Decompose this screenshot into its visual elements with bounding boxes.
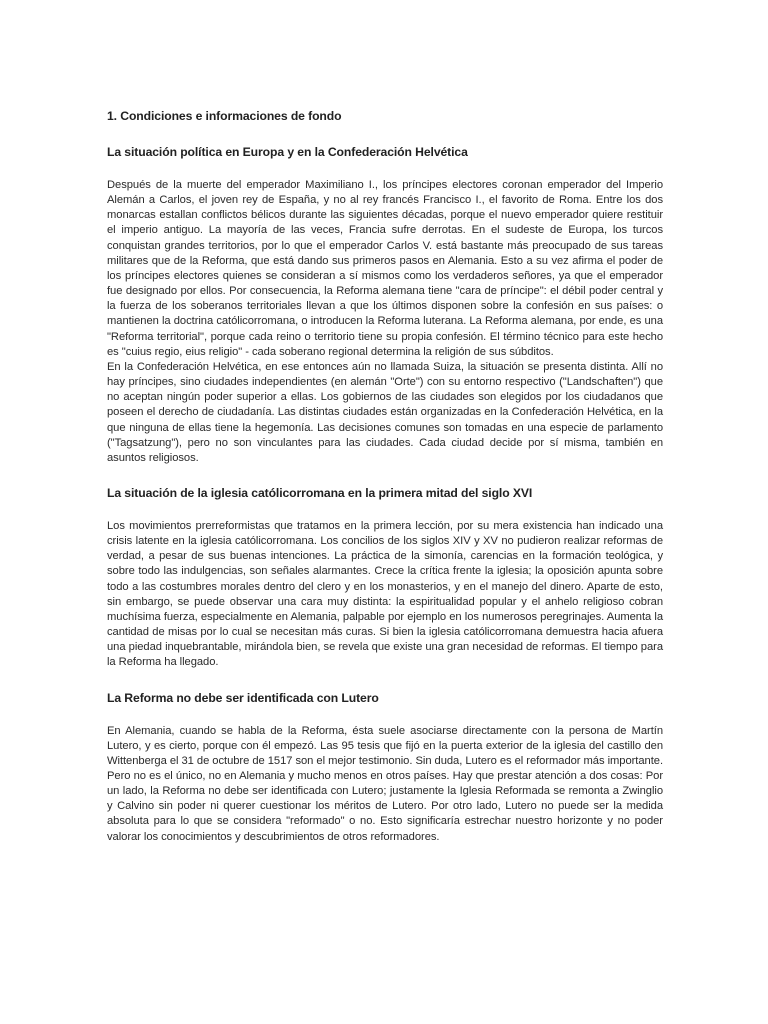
section-catholic-church — [107, 519, 663, 671]
heading-reform-luther: La Reforma no debe ser identificada con Lutero — [107, 690, 379, 705]
paragraph: En Alemania, cuando se habla de la Reforma, ésta suele asociarse directamente con la persona de Martín Lutero, y es cierto, porque con él empezó. Las 95 tesis que fijó en la puerta exterior de la iglesia del castillo den Wittenberga el 31 de octubre de 1517 son el mejor testimonio. Sin duda, Lutero es el reformador más importante. Pero no es el único, no en Alemania y mucho menos en otros países. Hay que prestar atención a dos cosas: Por un lado, la Reforma no debe ser identificada con Lutero; justamente la Iglesia Reformada se remonta a Zwinglio y Calvino sin poder ni querer cuestionar los méritos de Lutero. Por otro lado, Lutero no puede ser la medida absoluta para lo que se considera "reformado" o no. Esto significaría estrechar nuestro horizonte y no poder valorar los conocimientos y descubrimientos de otros reformadores. — [107, 724, 664, 843]
section-reform-luther — [107, 724, 663, 845]
heading-catholic-church: La situación de la iglesia católicorromana en la primera mitad del siglo XVI — [107, 485, 533, 500]
paragraph: Después de la muerte del emperador Maximiliano I., los príncipes electores coronan emperador del Imperio Alemán a Carlos, el joven rey de España, y no al rey francés Francisco I., el favorito de Roma. Entre los dos monarcas estallan conflictos bélicos durante las siguientes décadas, porque el nuevo emperador quiere restituir el imperio antiguo. La mayoría de las veces, Francia sufre derrotas. En el sudeste de Europa, los turcos conquistan grandes territorios, por lo que el emperador Carlos V. está bastante más preocupado de sus tareas militares que de la Reforma, que está dando sus primeros pasos en Alemania. Esto a su vez afirma el poder de los príncipes electores quienes se consideran a sí mismos como los verdaderos señores, ya que el emperador fue designado por ellos. Por consecuencia, la Reforma alemana tiene "cara de príncipe": el débil poder central y la fuerza de los soberanos territoriales llevan a que los últimos disponen sobre la confesión en sus países: o mantienen la doctrina católicorromana, o introducen la Reforma luterana. La Reforma alemana, por ende, es una "Reforma territorial", porque cada reino o territorio tiene su propia confesión. El término técnico para este hecho es "cuius regio, eius religio" - cada soberano regional determina la religión de sus súbditos. — [107, 179, 663, 358]
section-political-situation — [107, 178, 663, 466]
section-title: 1. Condiciones e informaciones de fondo — [107, 109, 342, 123]
paragraph: En la Confederación Helvética, en ese entonces aún no llamada Suiza, la situación se presenta distinta. Allí no hay príncipes, sino ciudades independientes (en alemán "Orte") con su entorno respectivo ("Landschaften") que no aceptan ningún poder superior a ellas. Los gobiernos de las ciudades son elegidos por los ciudadanos que poseen el derecho de ciudadanía. Las distintas ciudades están organizadas en la Confederación Helvética, en la que ninguna de ellas tiene la hegemonía. Las decisiones comunes son tomadas en una especie de parlamento ("Tagsatzung"), pero no son vinculantes para las ciudades. Cada ciudad decide por sí misma, también en asuntos religiosos. — [107, 360, 663, 464]
heading-political-situation: La situación política en Europa y en la Confederación Helvética — [107, 145, 468, 159]
document-body — [107, 108, 663, 845]
paragraph: Los movimientos prerreformistas que tratamos en la primera lección, por su mera existencia han indicado una crisis latente en la iglesia católicorromana. Los concilios de los siglos XIV y XV no pudieron realizar reformas de verdad, a pesar de sus buenas intenciones. La práctica de la simonía, carencias en la formación teológica, y sobre todo las indulgencias, son señales alarmantes. Crece la crítica frente la iglesia; la oposición apunta sobre todo a las costumbres morales dentro del clero y en los monasterios, y en el manejo del dinero. Aparte de esto, sin embargo, se puede observar una cara muy distinta: la espiritualidad popular y el anhelo religioso cobran muchísima fuerza, especialmente en Alemania, palpable por ejemplo en los numerosos peregrinajes. Aumenta la cantidad de misas por lo cual se necesitan más curas. Si bien la iglesia católicorromana demuestra hacia afuera una piedad inquebrantable, mirándola bien, se revela que existe una gran necesidad de reformas. El tiempo para la Reforma ha llegado. — [107, 519, 663, 669]
